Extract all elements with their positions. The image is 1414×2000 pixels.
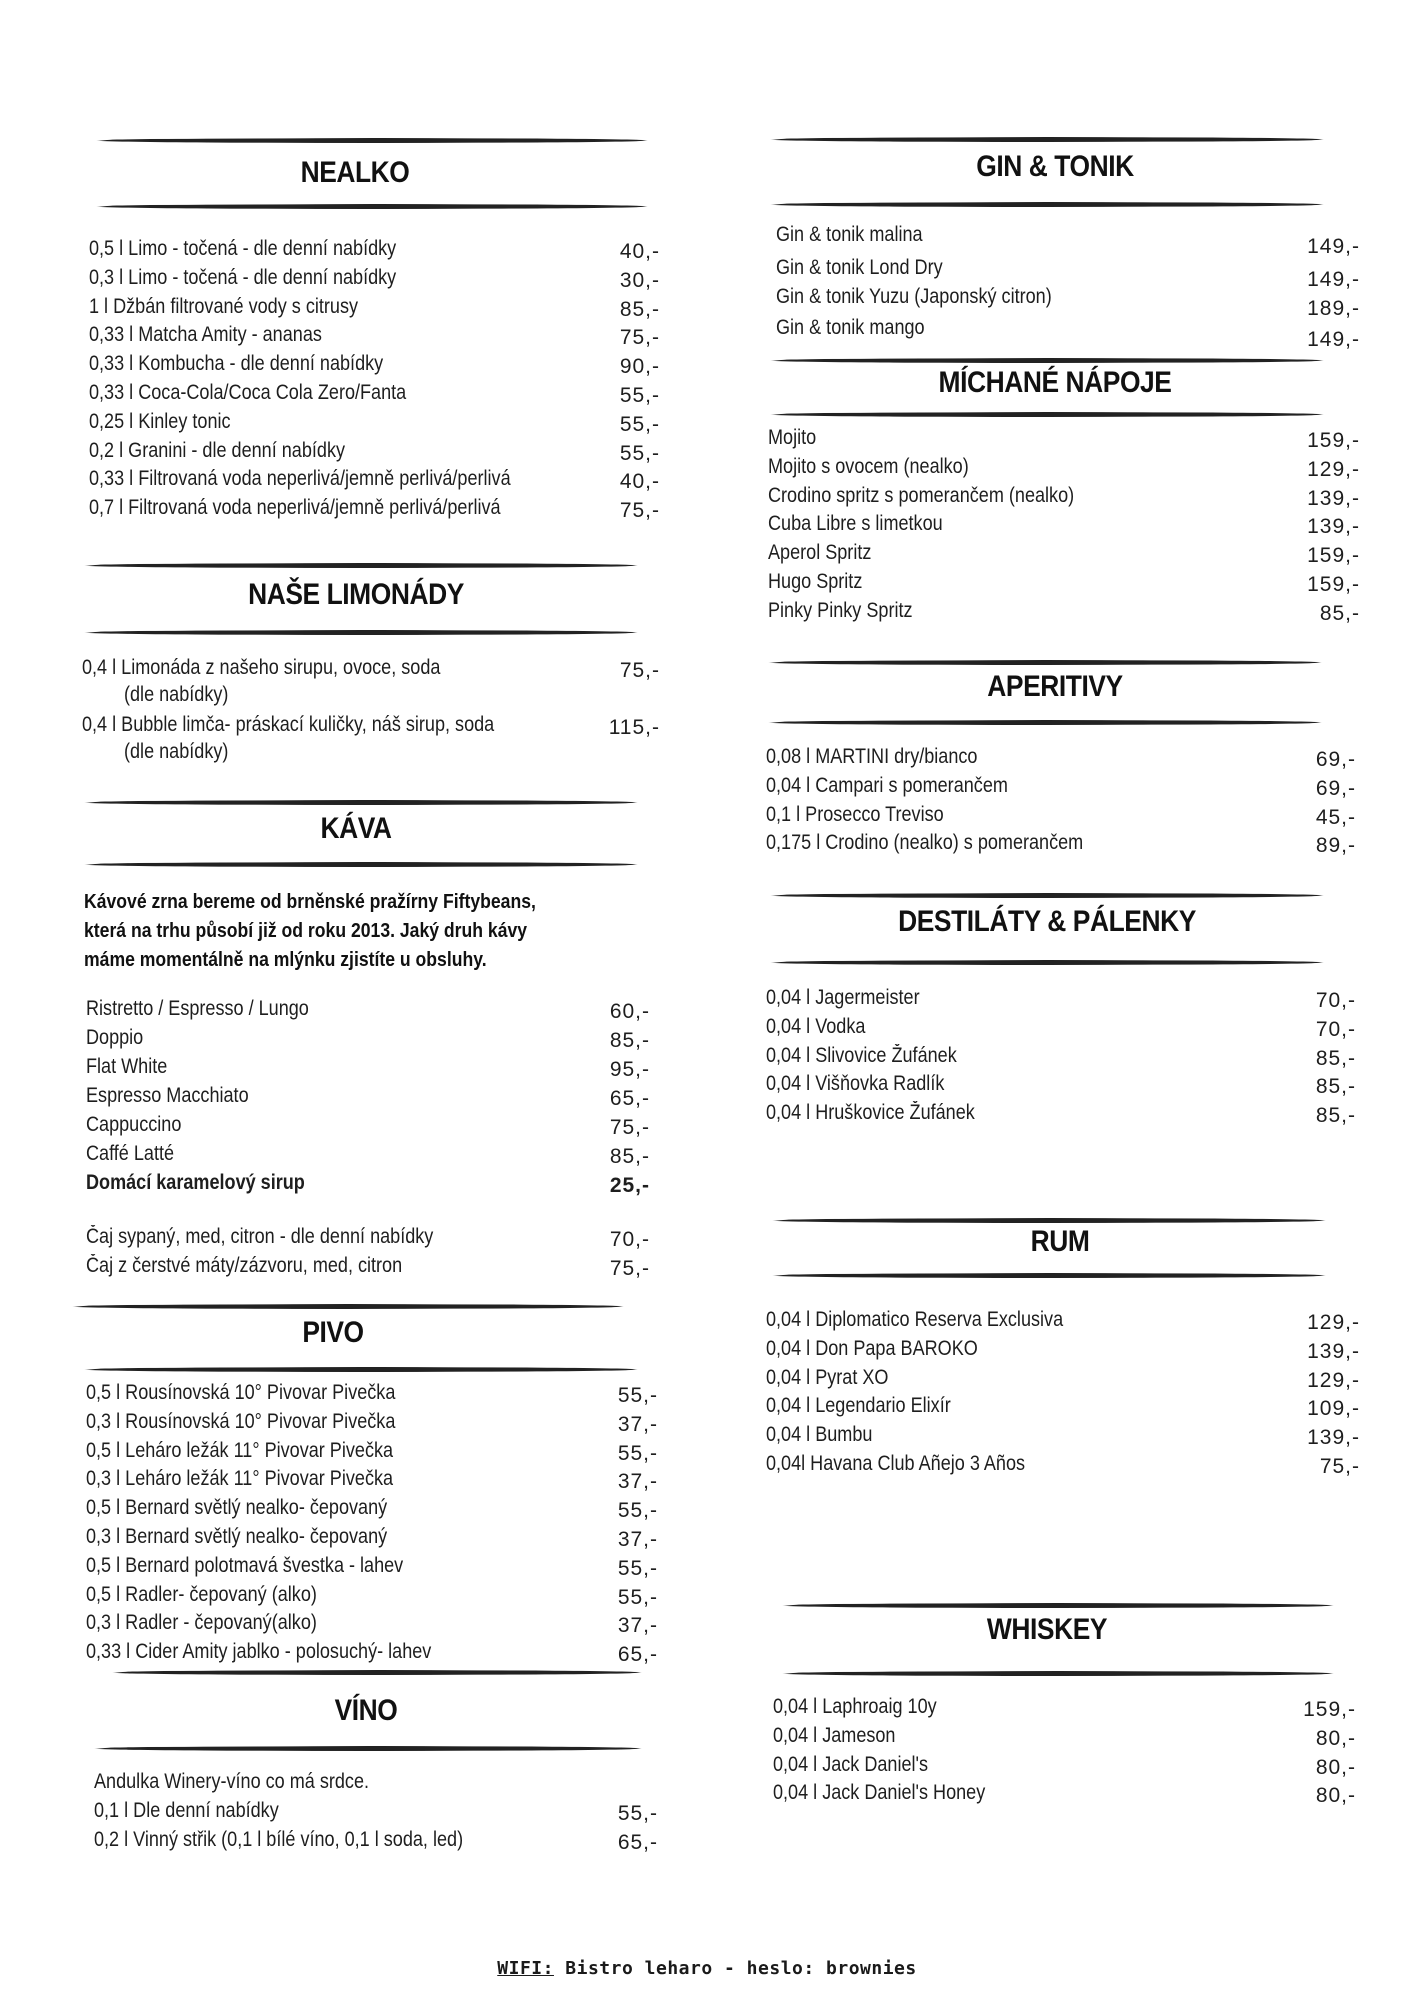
menu-item xyxy=(86,1409,658,1434)
item-price: 55,- xyxy=(619,412,660,436)
item-name: Gin & tonik mango xyxy=(776,316,925,339)
item-price: 129,- xyxy=(1307,1368,1360,1392)
item-name: 0,04 l Laphroaig 10y xyxy=(773,1695,937,1718)
menu-item xyxy=(768,483,1360,508)
menu-item xyxy=(766,1071,1356,1099)
destilaty-bottom-divider xyxy=(770,960,1324,965)
item-name: Čaj z čerstvé máty/zázvoru, med, citron xyxy=(86,1254,403,1277)
item-price: 65,- xyxy=(617,1643,658,1667)
rum-bottom-divider xyxy=(772,1273,1326,1278)
item-name: Domácí karamelový sirup xyxy=(86,1171,305,1194)
item-price: 129,- xyxy=(1307,457,1360,481)
item-name: 0,04 l Jagermeister xyxy=(766,986,920,1009)
menu-item xyxy=(766,1422,1360,1450)
item-price: 149,- xyxy=(1307,328,1360,351)
item-name: 0,2 l Granini - dle denní nabídky xyxy=(89,438,346,462)
wine-intro: Andulka Winery-víno co má srdce. xyxy=(94,1770,370,1793)
vino-top-divider xyxy=(112,1670,642,1675)
item-name: 0,04 l Višňovka Radlík xyxy=(766,1072,945,1096)
menu-item xyxy=(86,1466,658,1494)
menu-item xyxy=(89,351,660,379)
kava-top-divider xyxy=(84,800,638,805)
menu-item xyxy=(766,985,1356,1010)
menu-item xyxy=(89,265,660,290)
nealko-top-divider xyxy=(96,138,648,143)
item-name: 0,5 l Bernard světlý nealko- čepovaný xyxy=(86,1496,388,1520)
item-price: 55,- xyxy=(617,1585,658,1609)
item-price: 37,- xyxy=(617,1470,658,1494)
pivo-top-divider xyxy=(72,1304,624,1309)
item-name: 0,1 l Prosecco Treviso xyxy=(766,802,944,826)
menu-item xyxy=(86,1495,658,1523)
menu-item xyxy=(94,1798,658,1823)
item-price: 40,- xyxy=(619,470,660,494)
item-name: Aperol Spritz xyxy=(768,541,872,565)
menu-item xyxy=(86,1524,658,1549)
item-name: 0,08 l MARTINI dry/bianco xyxy=(766,745,978,768)
item-name: 0,33 l Matcha Amity - ananas xyxy=(89,323,322,347)
menu-item xyxy=(773,1694,1356,1719)
item-price: 109,- xyxy=(1307,1397,1360,1421)
menu-item xyxy=(89,236,660,261)
kava-heading: KÁVA xyxy=(320,812,392,845)
item-name: Cappuccino xyxy=(86,1113,182,1136)
item-name: Hugo Spritz xyxy=(768,570,863,593)
item-price: 69,- xyxy=(1315,776,1356,800)
item-price: 139,- xyxy=(1307,1426,1360,1450)
rum-heading: RUM xyxy=(1030,1225,1090,1258)
menu-item xyxy=(766,1307,1360,1332)
item-note: (dle nabídky) xyxy=(124,683,229,706)
item-name: Cuba Libre s limetkou xyxy=(768,512,943,536)
item-price: 159,- xyxy=(1307,573,1360,596)
menu-item xyxy=(86,1553,658,1578)
item-price: 25,- xyxy=(609,1174,650,1197)
menu-item xyxy=(768,569,1360,594)
item-name: 0,04 l Legendario Elixír xyxy=(766,1394,951,1418)
menu-item xyxy=(766,1100,1356,1128)
menu-item xyxy=(766,1451,1360,1476)
menu-item xyxy=(776,284,1360,320)
item-name: Crodino spritz s pomerančem (nealko) xyxy=(768,483,1075,507)
coffee-intro-line: máme momentálně na mlýnku zjistíte u obsluhy. xyxy=(84,949,487,971)
item-price: 55,- xyxy=(619,441,660,465)
menu-item xyxy=(773,1723,1356,1748)
menu-item xyxy=(768,425,1360,450)
item-price: 70,- xyxy=(609,1228,650,1251)
aperitivy-heading: APERITIVY xyxy=(987,670,1123,703)
menu-item xyxy=(89,380,660,405)
item-price: 55,- xyxy=(617,1802,658,1825)
item-name: Espresso Macchiato xyxy=(86,1084,249,1107)
item-name: 0,4 l Limonáda z našeho sirupu, ovoce, soda xyxy=(82,656,441,679)
item-price: 149,- xyxy=(1307,268,1360,291)
item-price: 115,- xyxy=(608,716,660,739)
item-name: Mojito s ovocem (nealko) xyxy=(768,454,969,478)
nealko-heading: NEALKO xyxy=(300,156,410,189)
menu-item xyxy=(86,1170,650,1195)
item-price: 75,- xyxy=(609,1257,650,1280)
menu-item xyxy=(86,1083,650,1108)
vino-heading: VÍNO xyxy=(334,1694,398,1727)
item-price: 55,- xyxy=(617,1556,658,1580)
item-name: 0,1 l Dle denní nabídky xyxy=(94,1799,279,1822)
item-name: Ristretto / Espresso / Lungo xyxy=(86,997,309,1020)
item-name: 0,04 l Slivovice Žufánek xyxy=(766,1043,957,1067)
pivo-heading: PIVO xyxy=(302,1316,364,1349)
item-name: 0,33 l Cider Amity jablko - polosuchý- lahev xyxy=(86,1640,432,1664)
item-name: 0,5 l Rousínovská 10° Pivovar Pivečka xyxy=(86,1381,396,1404)
item-name: 0,04l Havana Club Añejo 3 Años xyxy=(766,1452,1026,1475)
michane-heading: MÍCHANÉ NÁPOJE xyxy=(938,366,1172,399)
item-price: 75,- xyxy=(1319,1455,1360,1478)
nealko-bottom-divider xyxy=(96,204,648,209)
destilaty-top-divider xyxy=(770,893,1324,898)
item-price: 90,- xyxy=(619,355,660,379)
limonady-top-divider xyxy=(84,563,638,568)
pivo-bottom-divider xyxy=(84,1367,638,1372)
menu-item xyxy=(776,315,1360,351)
menu-item xyxy=(89,438,660,463)
item-price: 70,- xyxy=(1315,989,1356,1012)
item-name: 0,4 l Bubble limča- práskací kuličky, náš sirup, soda xyxy=(82,713,495,736)
gin-heading: GIN & TONIK xyxy=(976,150,1134,183)
item-note: (dle nabídky) xyxy=(124,740,229,763)
item-name: Caffé Latté xyxy=(86,1142,175,1165)
item-price: 85,- xyxy=(1315,1075,1356,1099)
item-price: 139,- xyxy=(1307,515,1360,539)
item-name: Mojito xyxy=(768,426,817,449)
menu-item xyxy=(766,1365,1360,1390)
destilaty-heading: DESTILÁTY & PÁLENKY xyxy=(898,905,1196,938)
item-price: 55,- xyxy=(619,384,660,407)
menu-item xyxy=(86,1610,658,1638)
item-price: 65,- xyxy=(609,1087,650,1110)
item-price: 129,- xyxy=(1307,1311,1360,1334)
item-price: 89,- xyxy=(1315,834,1356,858)
menu-item xyxy=(89,495,660,523)
item-price: 75,- xyxy=(619,499,660,523)
item-name: 0,5 l Limo - točená - dle denní nabídky xyxy=(89,237,397,260)
whiskey-bottom-divider xyxy=(782,1671,1334,1676)
item-name: 0,04 l Don Papa BAROKO xyxy=(766,1336,978,1360)
gin-bottom-divider xyxy=(770,202,1324,207)
wifi-label: WIFI: xyxy=(497,1958,554,1979)
item-name: Flat White xyxy=(86,1055,168,1078)
menu-item xyxy=(86,1112,650,1137)
item-name: Gin & tonik malina xyxy=(776,223,923,246)
item-name: 0,33 l Kombucha - dle denní nabídky xyxy=(89,352,384,376)
menu-item xyxy=(776,255,1360,291)
item-price: 55,- xyxy=(617,1499,658,1523)
menu-item xyxy=(776,222,1360,258)
item-price: 149,- xyxy=(1307,235,1360,258)
item-price: 37,- xyxy=(617,1528,658,1551)
item-name: 1 l Džbán filtrované vody s citrusy xyxy=(89,294,359,318)
item-price: 159,- xyxy=(1303,1698,1356,1721)
coffee-intro-line: která na trhu působí již od roku 2013. Jaký druh kávy xyxy=(84,920,528,942)
item-price: 37,- xyxy=(617,1412,658,1436)
wifi-info: Bistro leharo - heslo: brownies xyxy=(553,1958,917,1979)
menu-item xyxy=(768,540,1360,568)
aperitivy-top-divider xyxy=(768,660,1322,665)
menu-item xyxy=(86,1380,658,1405)
menu-item xyxy=(773,1780,1356,1808)
item-price: 65,- xyxy=(617,1831,658,1854)
menu-item xyxy=(768,511,1360,539)
gin-top-divider xyxy=(770,137,1324,142)
item-name: 0,175 l Crodino (nealko) s pomerančem xyxy=(766,831,1084,855)
menu-item xyxy=(768,598,1360,623)
item-name: Doppio xyxy=(86,1026,144,1049)
item-price: 139,- xyxy=(1307,486,1360,510)
item-name: 0,04 l Jack Daniel's Honey xyxy=(773,1781,986,1805)
item-price: 95,- xyxy=(609,1058,650,1081)
menu-item xyxy=(86,1141,650,1166)
menu-item xyxy=(89,409,660,434)
item-name: 0,04 l Diplomatico Reserva Exclusiva xyxy=(766,1308,1064,1331)
kava-bottom-divider xyxy=(84,862,638,867)
menu-item xyxy=(89,466,660,494)
item-name: 0,5 l Bernard polotmavá švestka - lahev xyxy=(86,1553,404,1577)
item-price: 70,- xyxy=(1315,1017,1356,1041)
menu-item xyxy=(766,744,1356,769)
item-name: 0,04 l Campari s pomerančem xyxy=(766,773,1008,797)
menu-item xyxy=(82,712,660,737)
item-price: 60,- xyxy=(609,1000,650,1023)
item-name: 0,5 l Leháro ležák 11° Pivovar Pivečka xyxy=(86,1438,394,1462)
item-name: Pinky Pinky Spritz xyxy=(768,598,913,622)
rum-top-divider xyxy=(772,1218,1326,1223)
wifi-footer xyxy=(0,1958,1414,1979)
menu-item xyxy=(766,1336,1360,1361)
menu-item xyxy=(86,1253,650,1278)
item-price: 85,- xyxy=(609,1029,650,1052)
item-price: 69,- xyxy=(1315,748,1356,771)
menu-item xyxy=(766,773,1356,798)
menu-item xyxy=(766,1043,1356,1068)
menu-item xyxy=(89,322,660,350)
item-name: 0,04 l Jack Daniel's xyxy=(773,1752,929,1776)
menu-item xyxy=(766,1393,1360,1421)
item-price: 75,- xyxy=(609,1116,650,1139)
menu-item xyxy=(86,1025,650,1050)
limonady-bottom-divider xyxy=(84,630,638,635)
menu-item xyxy=(86,1224,650,1249)
item-name: 0,3 l Leháro ležák 11° Pivovar Pivečka xyxy=(86,1467,394,1491)
item-price: 85,- xyxy=(1319,601,1360,625)
item-name: 0,2 l Vinný střik (0,1 l bílé víno, 0,1 l soda, led) xyxy=(94,1828,464,1851)
item-name: 0,04 l Pyrat XO xyxy=(766,1365,889,1389)
menu-item xyxy=(766,802,1356,827)
menu-item xyxy=(89,294,660,319)
menu-item xyxy=(773,1752,1356,1777)
item-price: 80,- xyxy=(1315,1755,1356,1779)
item-price: 189,- xyxy=(1307,297,1360,320)
michane-top-divider xyxy=(770,358,1324,363)
item-price: 45,- xyxy=(1315,805,1356,829)
item-name: 0,04 l Jameson xyxy=(773,1723,896,1747)
item-name: 0,3 l Limo - točená - dle denní nabídky xyxy=(89,265,397,289)
item-price: 159,- xyxy=(1307,429,1360,452)
michane-bottom-divider xyxy=(770,412,1324,417)
menu-item xyxy=(86,1438,658,1463)
item-name: 0,5 l Radler- čepovaný (alko) xyxy=(86,1582,317,1606)
whiskey-top-divider xyxy=(782,1603,1334,1608)
item-name: 0,7 l Filtrovaná voda neperlivá/jemně perlivá/perlivá xyxy=(89,496,501,520)
item-price: 75,- xyxy=(619,659,660,682)
item-price: 159,- xyxy=(1307,544,1360,568)
aperitivy-bottom-divider xyxy=(768,720,1322,725)
item-price: 85,- xyxy=(1315,1104,1356,1128)
item-name: 0,3 l Radler - čepovaný(alko) xyxy=(86,1611,317,1635)
item-price: 80,- xyxy=(1315,1726,1356,1750)
item-name: 0,33 l Coca-Cola/Coca Cola Zero/Fanta xyxy=(89,381,407,404)
item-price: 40,- xyxy=(619,240,660,263)
menu-item xyxy=(766,830,1356,858)
item-name: 0,33 l Filtrovaná voda neperlivá/jemně perlivá/perlivá xyxy=(89,467,511,491)
item-price: 85,- xyxy=(609,1145,650,1168)
item-name: 0,04 l Bumbu xyxy=(766,1423,873,1447)
menu-item xyxy=(86,1639,658,1667)
item-price: 55,- xyxy=(617,1441,658,1465)
menu-item xyxy=(86,1582,658,1607)
menu-item xyxy=(94,1827,658,1852)
menu-item xyxy=(82,655,660,680)
item-name: 0,3 l Bernard světlý nealko- čepovaný xyxy=(86,1525,388,1548)
item-name: 0,04 l Vodka xyxy=(766,1014,866,1038)
item-name: Gin & tonik Yuzu (Japonský citron) xyxy=(776,285,1052,308)
item-name: 0,3 l Rousínovská 10° Pivovar Pivečka xyxy=(86,1409,396,1433)
item-price: 139,- xyxy=(1307,1339,1360,1363)
item-price: 37,- xyxy=(617,1614,658,1638)
item-price: 85,- xyxy=(619,297,660,321)
limonady-heading: NAŠE LIMONÁDY xyxy=(248,578,464,611)
item-name: Čaj sypaný, med, citron - dle denní nabídky xyxy=(86,1225,434,1248)
item-price: 85,- xyxy=(1315,1046,1356,1070)
menu-item xyxy=(768,454,1360,479)
menu-item xyxy=(766,1014,1356,1039)
whiskey-heading: WHISKEY xyxy=(986,1613,1108,1646)
item-price: 75,- xyxy=(619,326,660,350)
item-name: 0,25 l Kinley tonic xyxy=(89,409,231,433)
item-price: 80,- xyxy=(1315,1784,1356,1808)
coffee-intro-line: Kávové zrna bereme od brněnské pražírny Fiftybeans, xyxy=(84,891,536,913)
menu-item xyxy=(86,1054,650,1079)
item-name: 0,04 l Hruškovice Žufánek xyxy=(766,1101,975,1125)
item-price: 55,- xyxy=(617,1384,658,1407)
item-price: 30,- xyxy=(619,268,660,292)
menu-item xyxy=(86,996,650,1021)
vino-bottom-divider xyxy=(94,1746,642,1751)
item-name: Gin & tonik Lond Dry xyxy=(776,256,943,279)
